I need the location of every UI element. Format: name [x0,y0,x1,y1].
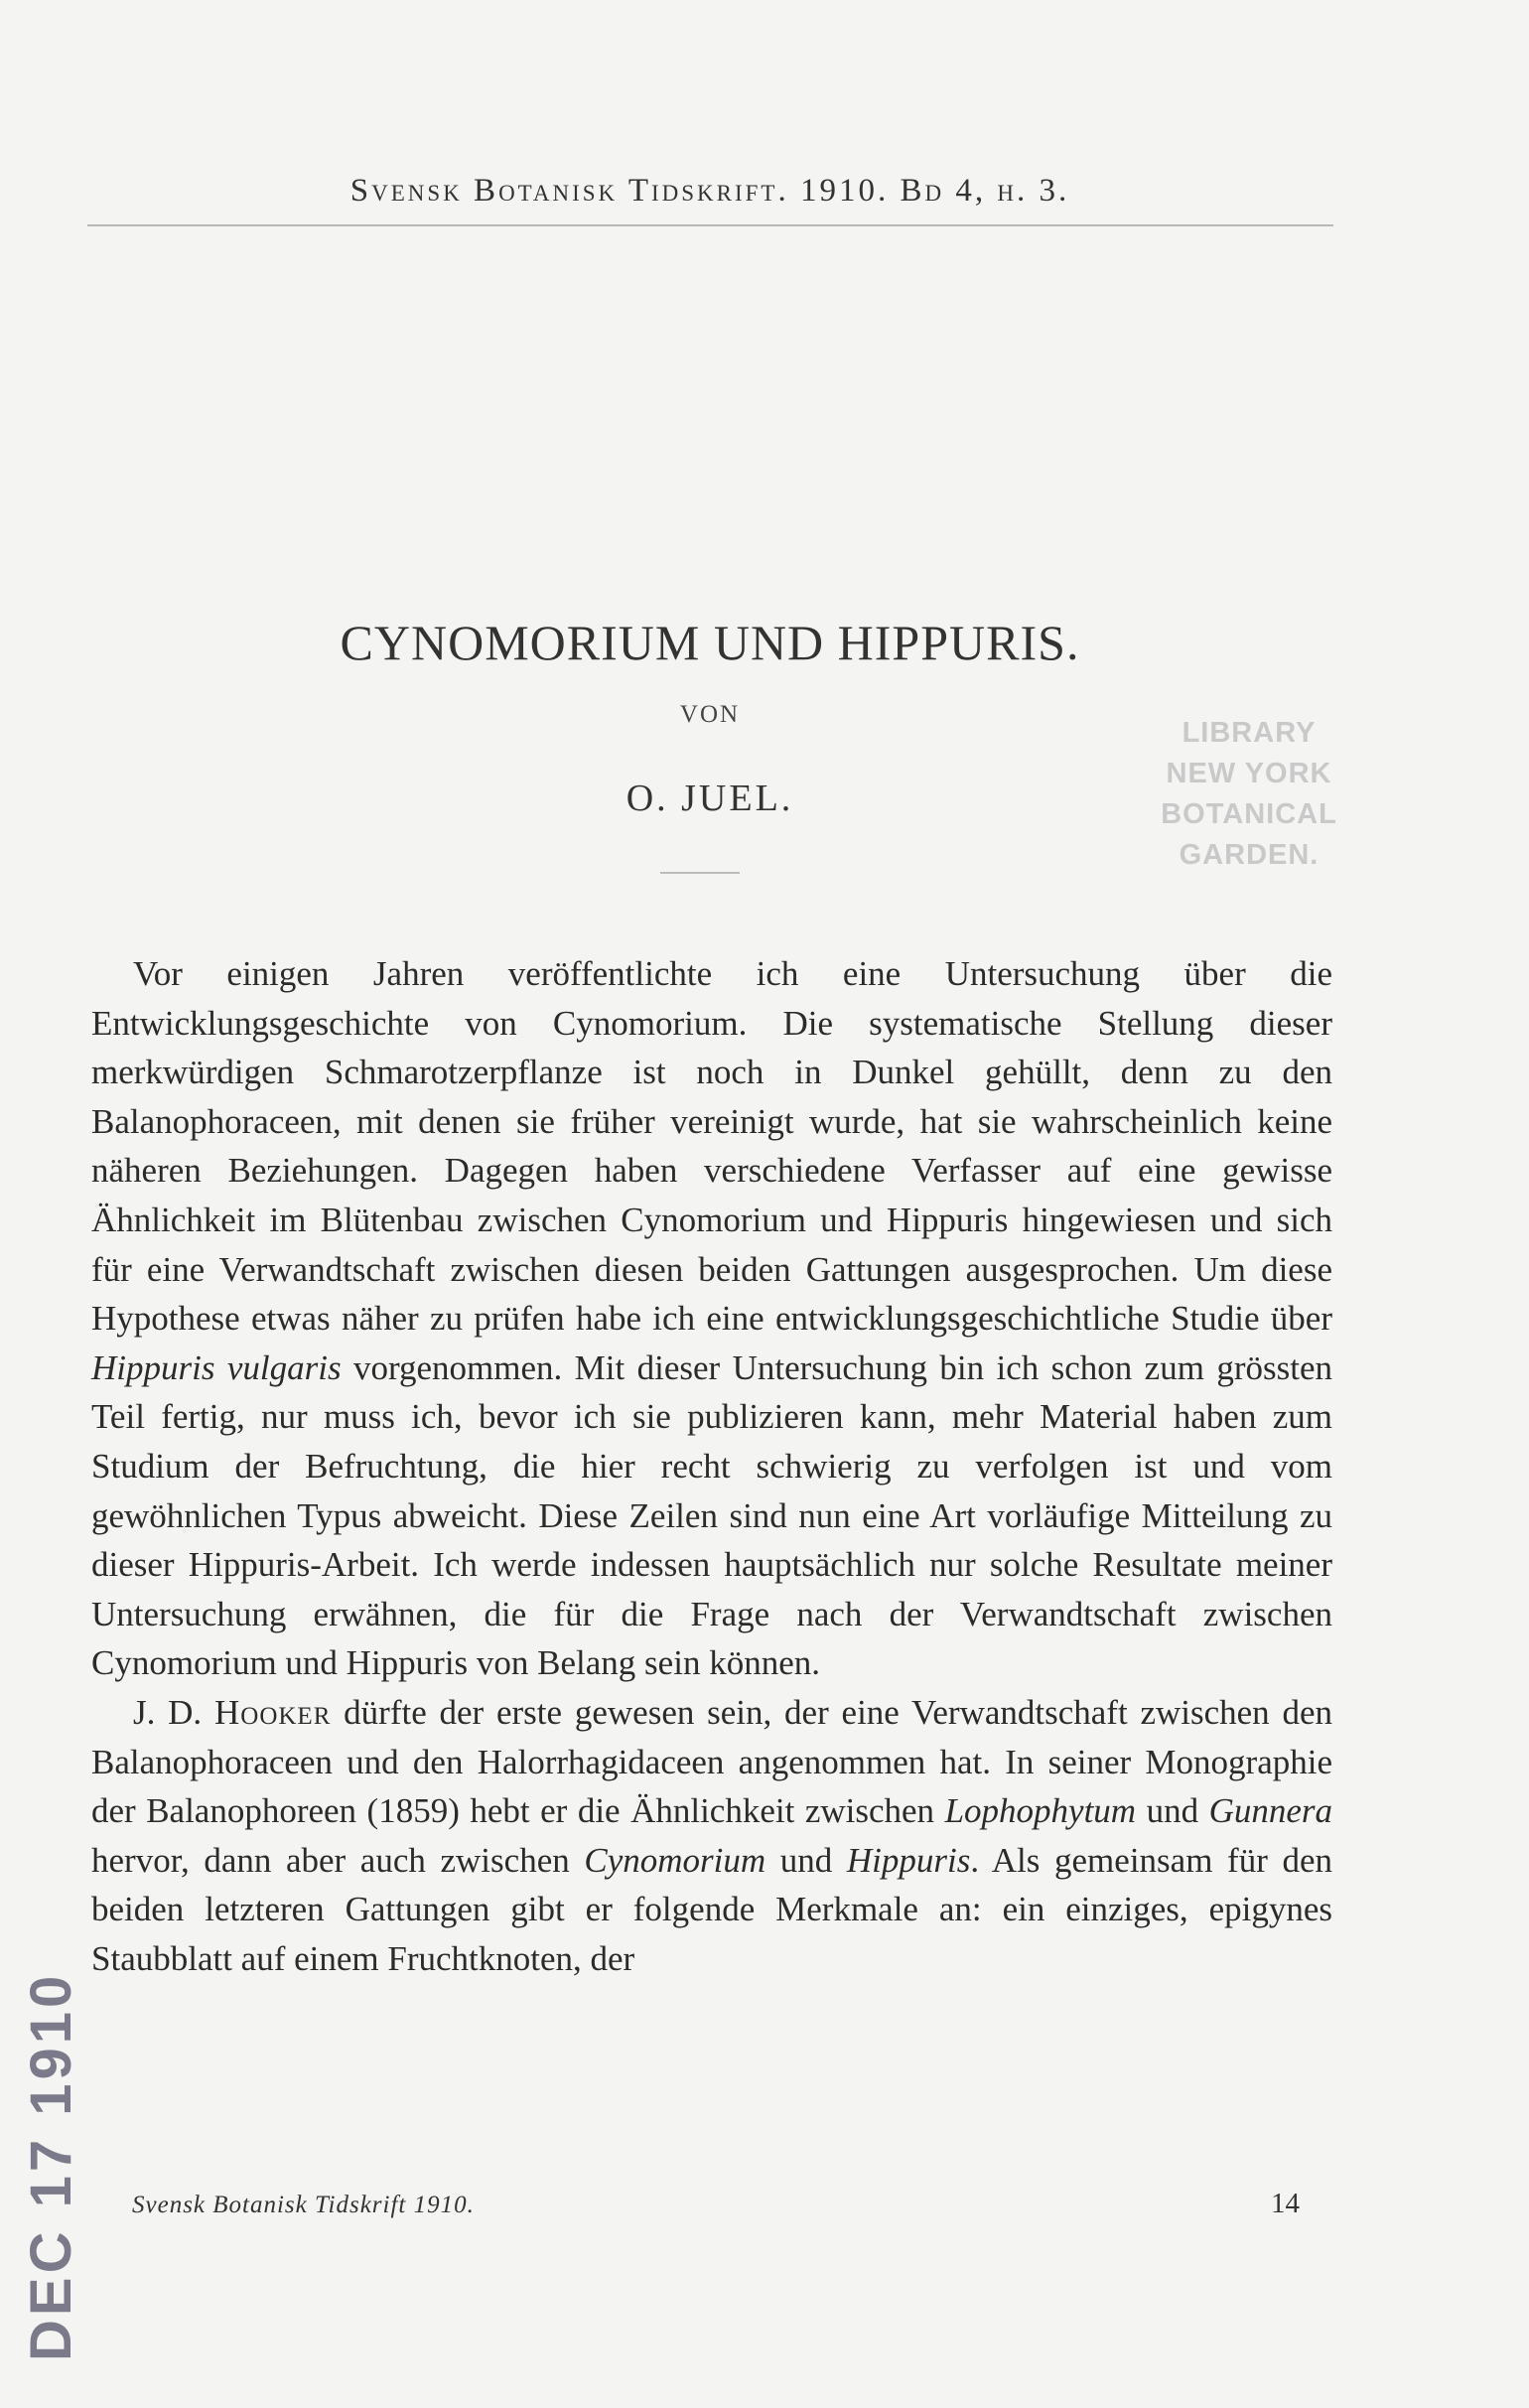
text-run: J. D. [133,1692,214,1732]
stamp-line: LIBRARY [1182,717,1317,749]
title-rule [660,872,740,874]
text-run: hervor, dann aber auch zwischen [91,1840,585,1880]
text-run: dürfte der erste gewesen sein, der eine Verwandtschaft zwischen den Balanophoraceen und den Halorrhagidaceen angenommen hat. In seiner Monographie der Balanophoreen (1859) hebt er die Ähnlichkeit zwischen [91,1692,1332,1831]
article-body [91,949,1332,1983]
genus-name: Cynomorium [584,1840,766,1880]
stamp-line: GARDEN. [1179,839,1320,871]
byline-von: VON [679,701,741,728]
genus-name: Hippuris [846,1840,971,1880]
article-author: O. JUEL. [626,778,794,819]
genus-name: Gunnera [1208,1791,1333,1831]
header-rule [87,224,1333,226]
text-run: Vor einigen Jahren veröffentlichte ich eine Untersuchung über die Entwicklungsgeschichte von Cynomorium. Die systematische Stellung dieser merkwürdigen Schmarotzerpflanze ist noch in Dunkel gehüllt, denn zu den Balanophoraceen, mit denen sie früher vereinigt wurde, hat sie wahrscheinlich keine näheren Beziehungen. Dagegen haben verschiedene Verfasser auf eine gewisse Ähnlichkeit im Blütenbau zwischen Cynomorium und Hippuris hingewiesen und sich für eine Verwandtschaft zwischen diesen beiden Gattungen ausgesprochen. Um diese Hypothese etwas näher zu prüfen habe ich eine entwicklungsgeschichtliche Studie über [91,954,1332,1339]
stamp-line: BOTANICAL [1161,798,1337,830]
text-run: und [1136,1791,1209,1831]
paragraph-1 [91,949,1332,1688]
stamp-line: NEW YORK [1166,758,1332,789]
text-run: vorgenommen. Mit dieser Untersuchung bin ich schon zum grössten Teil fertig, nur muss ich, bevor ich sie publizieren kann, mehr Material haben zum Studium der Befruchtung, die hier recht schwierig zu verfolgen ist und vom gewöhnlichen Typus abweicht. Diese Zeilen sind nun eine Art vorläufige Mitteilung zu dieser Hippuris-Arbeit. Ich werde indessen hauptsächlich nur solche Resultate meiner Untersuchung erwähnen, die für die Frage nach der Verwandtschaft zwischen Cynomorium und Hippuris von Belang sein können. [91,1347,1332,1683]
page-number: 14 [1271,2188,1300,2219]
running-head: Svensk Botanisk Tidskrift. 1910. Bd 4, h. 3. [349,173,1070,209]
article-title: CYNOMORIUM UND HIPPURIS. [340,615,1080,670]
text-run: . Als gemeinsam für den beiden letzteren Gattungen gibt er folgende Merkmale an: ein einziges, epigynes Staubblatt auf einem Fruchtknoten, der [91,1840,1333,1978]
date-stamp: DEC 17 1910 [19,1971,83,2361]
author-name: Hooker [213,1692,332,1732]
library-stamp [1130,713,1368,876]
species-name: Hippuris vulgaris [91,1347,342,1387]
genus-name: Lophophytum [944,1791,1137,1831]
text-run: und [765,1840,847,1880]
paragraph-2 [91,1688,1332,1984]
footer-journal: Svensk Botanisk Tidskrift 1910. [132,2192,475,2218]
